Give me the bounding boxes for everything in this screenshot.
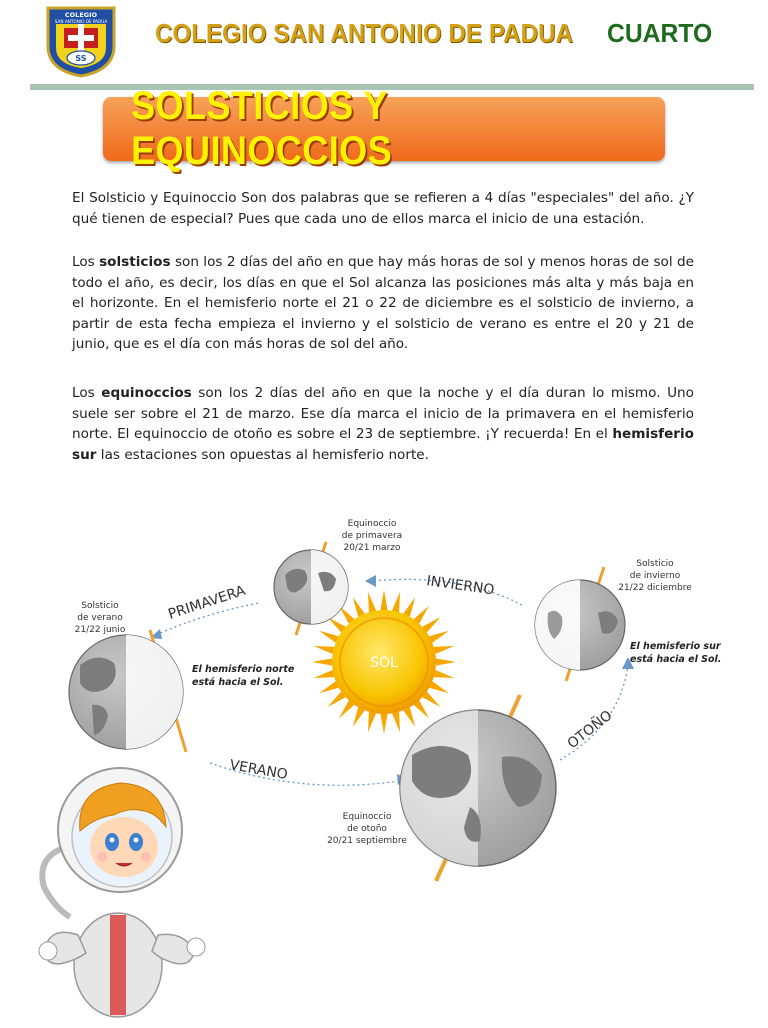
sun-ray bbox=[368, 592, 376, 612]
school-name: COLEGIO SAN ANTONIO DE PADUA bbox=[155, 18, 574, 48]
sun-ray bbox=[353, 707, 365, 727]
sun-label: SOL bbox=[370, 655, 398, 671]
sun-ray bbox=[380, 714, 387, 734]
sun-ray bbox=[392, 592, 400, 612]
svg-text:Solsticio: Solsticio bbox=[81, 601, 119, 611]
svg-text:20/21 septiembre: 20/21 septiembre bbox=[327, 836, 407, 846]
equinoccios-paragraph: Los equinoccios son los 2 días del año en que la noche y el día duran lo mismo. Uno suele ser sobre el 21 de marzo. Ese día marca el inicio de la primavera en el hemisferio norte. El equinoccio de otoño es sobre el 23 de septiembre. ¡Y recuerda! En el hemisferio sur las estaciones son opuestas al hemisferio norte. bbox=[72, 385, 694, 463]
svg-text:SAN ANTONIO DE PADUA: SAN ANTONIO DE PADUA bbox=[54, 19, 108, 24]
season-primavera: PRIMAVERA bbox=[166, 582, 248, 623]
sun-ray bbox=[429, 681, 449, 693]
season-invierno: INVIERNO bbox=[425, 573, 496, 599]
earth-autumn bbox=[400, 695, 556, 881]
svg-text:de verano: de verano bbox=[77, 613, 123, 623]
intro-paragraph: El Solsticio y Equinoccio Son dos palabras que se refieren a 4 días "especiales" del año. ¿Y qué tienen de especial? Pues que cada uno de ellos marca el inicio de una estación. bbox=[72, 190, 694, 227]
astronaut-illustration bbox=[39, 768, 205, 1017]
sun-ray bbox=[319, 631, 339, 643]
sun-ray bbox=[434, 670, 454, 678]
svg-text:21/22 junio: 21/22 junio bbox=[74, 625, 126, 635]
page-title: SOLSTICIOS Y EQUINOCCIOS bbox=[131, 84, 393, 173]
label-sol-invierno bbox=[618, 559, 692, 593]
svg-text:de otoño: de otoño bbox=[347, 824, 387, 834]
note-hemisferio-norte bbox=[192, 664, 295, 688]
solsticios-paragraph: Los solsticios son los 2 días del año en que hay más horas de sol y menos horas de sol de todo el año, es decir, los días en que el Sol alcanza las posiciones más alta y más baja en el horizonte. En el hemisferio norte el 21 o 22 de diciembre es el solsticio de invierno, a partir de esta fecha empieza el invierno y el solsticio de verano es entre el 20 y 21 de junio, que es el día con más horas de sol del año. bbox=[72, 254, 694, 352]
sun-ray bbox=[403, 707, 415, 727]
sun-ray bbox=[314, 670, 334, 678]
earth-spring bbox=[274, 542, 348, 635]
grade-label: CUARTO bbox=[607, 18, 713, 48]
label-eq-otono bbox=[327, 812, 407, 846]
sun-ray bbox=[392, 712, 400, 732]
sun-ray bbox=[380, 590, 387, 610]
school-logo bbox=[44, 2, 118, 78]
season-otono: OTOÑO bbox=[564, 707, 616, 753]
page-title-banner bbox=[103, 84, 665, 173]
sun-ray bbox=[434, 646, 454, 654]
svg-text:de invierno: de invierno bbox=[629, 571, 681, 581]
sun-ray bbox=[353, 597, 365, 617]
solsticios-term: solsticios bbox=[99, 254, 171, 270]
hemisferio-sur-term: hemisferio sur bbox=[72, 426, 694, 463]
svg-text:El hemisferio sur: El hemisferio sur bbox=[630, 641, 721, 652]
seasons-diagram bbox=[0, 495, 768, 1024]
sun-ray bbox=[436, 658, 456, 665]
sun-ray bbox=[314, 646, 334, 654]
season-verano: VERANO bbox=[228, 757, 289, 784]
sun-ray bbox=[312, 658, 332, 665]
svg-text:21/22 diciembre: 21/22 diciembre bbox=[618, 583, 692, 593]
sun-ray bbox=[319, 681, 339, 693]
earth-summer bbox=[69, 630, 186, 752]
svg-text:20/21 marzo: 20/21 marzo bbox=[343, 543, 401, 553]
sun-ray bbox=[368, 712, 376, 732]
svg-text:SS: SS bbox=[75, 54, 87, 63]
svg-text:Equinoccio: Equinoccio bbox=[347, 519, 397, 529]
label-sol-verano bbox=[75, 601, 126, 635]
svg-text:Solsticio: Solsticio bbox=[636, 559, 674, 569]
sun-ray bbox=[429, 631, 449, 643]
svg-text:está hacia el Sol.: está hacia el Sol. bbox=[630, 654, 722, 665]
svg-text:de primavera: de primavera bbox=[341, 531, 403, 541]
svg-text:Equinoccio: Equinoccio bbox=[342, 812, 392, 822]
svg-text:El hemisferio norte: El hemisferio norte bbox=[192, 664, 295, 675]
sun-ray bbox=[403, 597, 415, 617]
note-hemisferio-sur bbox=[630, 641, 722, 665]
svg-text:está hacia el Sol.: está hacia el Sol. bbox=[192, 677, 284, 688]
label-eq-primavera bbox=[342, 519, 402, 553]
svg-text:COLEGIO: COLEGIO bbox=[64, 11, 98, 19]
equinoccios-term: equinoccios bbox=[101, 385, 192, 401]
earth-winter bbox=[535, 567, 625, 681]
